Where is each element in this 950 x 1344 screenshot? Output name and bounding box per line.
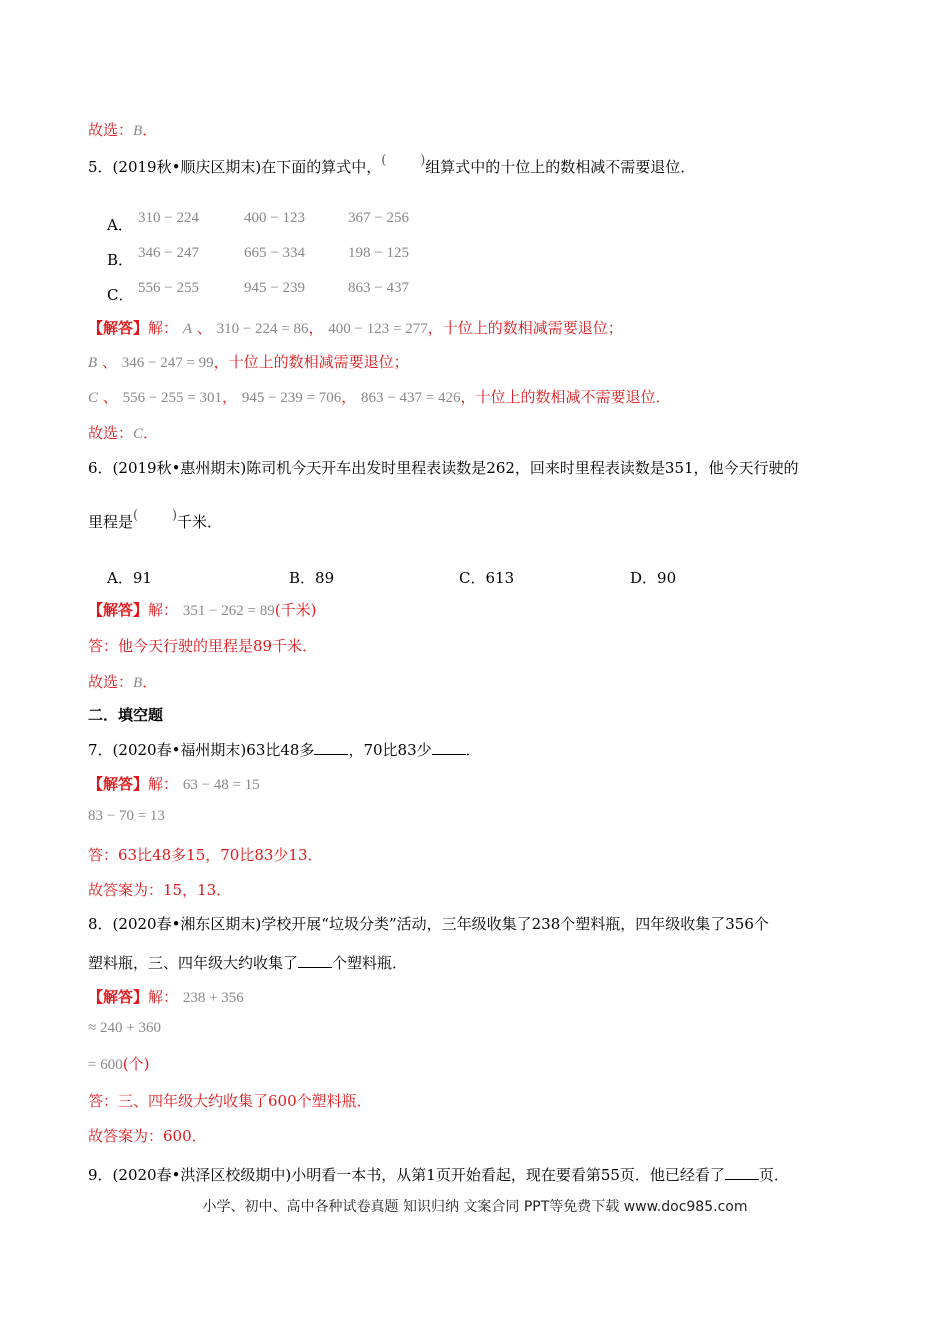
unit: (个) [122, 1055, 150, 1073]
q8-answer-result [88, 1054, 149, 1075]
expression: 400 − 123 = 277 [328, 321, 428, 337]
q5-option-b [107, 249, 133, 270]
q8-stem-line1: 8．(2020春•湘东区期末)学校开展“垃圾分类”活动，三年级收集了238个塑料瓶，四年级收集了356个 [88, 915, 769, 933]
answer-paren: ( ) [381, 153, 426, 168]
select-value: B [133, 123, 143, 139]
option-letter: C [88, 390, 99, 406]
expression: 945 − 239 [244, 280, 305, 296]
q4-select-line [88, 120, 157, 141]
option-label: B． [107, 251, 134, 269]
q8-stem-text: 个塑料瓶． [332, 954, 408, 972]
q5-option-a [107, 214, 133, 235]
fill-blank [314, 740, 348, 755]
q7-stem [88, 740, 481, 760]
expression: 367 − 256 [348, 210, 409, 226]
answer-jie: 解： [148, 601, 179, 619]
expression: 863 − 437 [348, 280, 409, 296]
expression: 346 − 247 = 99 [121, 355, 214, 371]
answer-tag: 【解答】 [88, 601, 149, 619]
q5-answer-b [88, 352, 409, 373]
q6-answer [88, 600, 316, 621]
q8-final-answer: 故答案为：600． [88, 1127, 207, 1145]
expression: 351 − 262 = 89 [182, 603, 275, 619]
expression: 665 − 334 [244, 245, 305, 261]
answer-tag: 【解答】 [88, 319, 149, 337]
answer-paren: ( ) [133, 508, 178, 523]
q5-stem [88, 153, 696, 179]
select-label: 故选： [88, 424, 134, 442]
q6-option-b: B．89 [289, 569, 335, 587]
separator: 、 [102, 388, 118, 406]
expression: 400 − 123 [244, 210, 305, 226]
q8-answer-line: 答：三、四年级大约收集了600个塑料瓶． [88, 1092, 372, 1110]
select-label: 故选： [88, 121, 134, 139]
separator: 、 [196, 319, 212, 337]
period: ． [142, 121, 158, 139]
q5-stem-text: 组算式中的十位上的数相减不需要退位． [425, 158, 696, 176]
answer-jie: 解： [148, 319, 179, 337]
fill-blank [298, 953, 332, 968]
answer-jie: 解： [148, 988, 179, 1006]
expression: 83 − 70 = 13 [88, 808, 165, 824]
q6-select-line [88, 672, 157, 693]
q6-stem-text: 千米． [177, 513, 223, 531]
answer-text: ，十位上的数相减需要退位； [427, 319, 623, 337]
q6-option-d: D．90 [630, 569, 677, 587]
q9-stem [88, 1165, 789, 1185]
period: ． [143, 424, 159, 442]
q7-answer-line: 答：63比48多15，70比83少13． [88, 846, 323, 864]
q8-answer [88, 987, 244, 1008]
q7-final-answer: 故答案为：15，13． [88, 881, 232, 899]
expression: 310 − 224 = 86 [216, 321, 309, 337]
separator: 、 [101, 353, 117, 371]
q6-answer-line: 答：他今天行驶的里程是89千米． [88, 637, 318, 655]
section-title: 二．填空题 [88, 706, 164, 724]
q5-option-c [107, 284, 133, 305]
period: ． [142, 673, 158, 691]
q8-stem-line2 [88, 953, 407, 973]
option-letter: A [182, 321, 192, 337]
q6-option-c: C．613 [459, 569, 515, 587]
q6-stem-line2 [88, 508, 223, 534]
expression: 556 − 255 = 301 [122, 390, 223, 406]
q5-answer-a [88, 318, 623, 339]
expression: 945 − 239 = 706 [241, 390, 342, 406]
expression: = 600 [88, 1057, 123, 1073]
q6-stem-line1: 6．(2019秋•惠州期末)陈司机今天开车出发时里程表读数是262，回来时里程表读数是351，他今天行驶的 [88, 459, 799, 477]
answer-tag: 【解答】 [88, 775, 149, 793]
answer-tag: 【解答】 [88, 988, 149, 1006]
comma: ， [308, 319, 324, 337]
select-label: 故选： [88, 673, 134, 691]
answer-text: ，十位上的数相减不需要退位． [460, 388, 671, 406]
expression: 556 − 255 [138, 280, 199, 296]
unit: (千米) [274, 601, 317, 619]
answer-text: ，十位上的数相减需要退位； [213, 353, 409, 371]
expression: 198 − 125 [348, 245, 409, 261]
q6-option-a: A．91 [107, 569, 152, 587]
q7-stem-text: 7．(2020春•福州期末)63比48多 [88, 741, 315, 759]
q6-stem-text: 里程是 [88, 513, 134, 531]
expression: ≈ 240 + 360 [88, 1020, 161, 1036]
q7-stem-text: ，70比83少 [348, 741, 432, 759]
expression: 63 − 48 = 15 [182, 777, 260, 793]
option-letter: B [88, 355, 98, 371]
q5-answer-c [88, 387, 670, 408]
q5-select-line [88, 423, 158, 444]
q5-stem-text: 5．(2019秋•顺庆区期末)在下面的算式中， [88, 158, 382, 176]
option-label: C． [107, 286, 134, 304]
select-value: C [133, 426, 144, 442]
expression: 346 − 247 [138, 245, 199, 261]
q7-answer [88, 774, 260, 795]
option-label: A． [107, 216, 133, 234]
select-value: B [133, 675, 143, 691]
q9-stem-text: 9．(2020春•洪泽区校级期中)小明看一本书，从第1页开始看起，现在要看第55页．他已经看了 [88, 1166, 725, 1184]
q9-stem-text: 页． [758, 1166, 789, 1184]
page-footer: 小学、初中、高中各种试卷真题 知识归纳 文案合同 PPT等免费下载 www.doc985.com [202, 1199, 748, 1215]
comma: ， [341, 388, 357, 406]
comma: ， [222, 388, 238, 406]
fill-blank [432, 740, 466, 755]
fill-blank [725, 1165, 759, 1180]
q8-stem-text: 塑料瓶，三、四年级大约收集了 [88, 954, 299, 972]
expression: 310 − 224 [138, 210, 199, 226]
answer-jie: 解： [148, 775, 179, 793]
expression: 238 + 356 [182, 990, 244, 1006]
period: ． [465, 741, 481, 759]
expression: 863 − 437 = 426 [361, 390, 461, 406]
